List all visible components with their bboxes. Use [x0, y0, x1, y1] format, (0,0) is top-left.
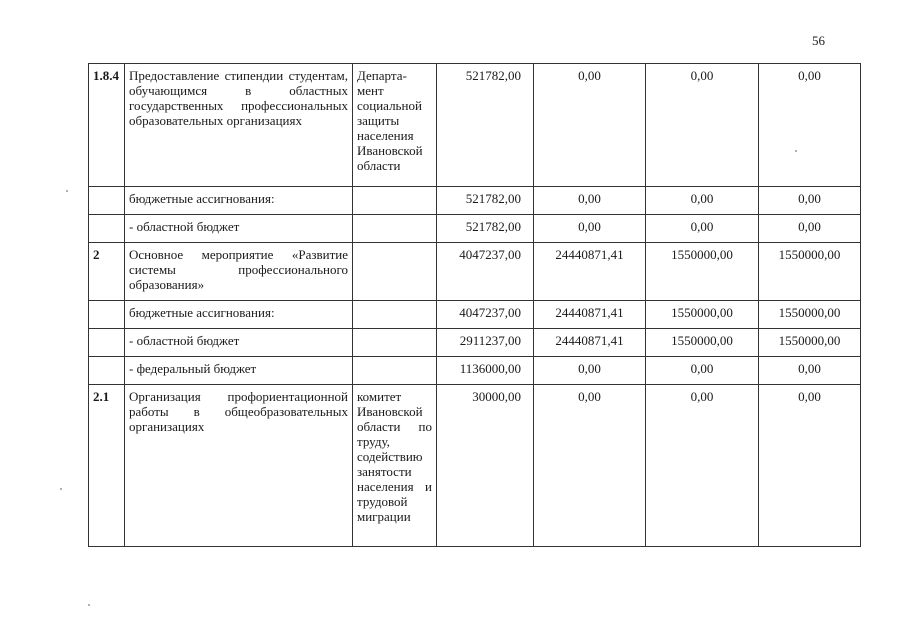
- table-row: [89, 215, 861, 243]
- value-cell: 24440871,41: [534, 243, 646, 301]
- activity-name: - областной бюджет: [125, 329, 353, 357]
- row-number: 2.1: [89, 385, 125, 547]
- value-cell: 0,00: [759, 215, 861, 243]
- value-cell: 0,00: [646, 187, 759, 215]
- responsible-department: [353, 357, 437, 385]
- activity-name: Организация профориентационной работы в общеобразовательных организациях: [125, 385, 353, 547]
- value-cell: 521782,00: [437, 64, 534, 187]
- activity-name: Основное мероприятие «Развитие системы профессионального образования»: [125, 243, 353, 301]
- row-number: [89, 357, 125, 385]
- row-number: 1.8.4: [89, 64, 125, 187]
- budget-table: [88, 63, 861, 547]
- table-row: [89, 243, 861, 301]
- page-number: 56: [812, 33, 825, 48]
- scan-speck: [795, 150, 797, 152]
- table-row: [89, 357, 861, 385]
- value-cell: 4047237,00: [437, 243, 534, 301]
- responsible-department: [353, 329, 437, 357]
- value-cell: 1550000,00: [759, 243, 861, 301]
- value-cell: 0,00: [759, 187, 861, 215]
- value-cell: 0,00: [646, 357, 759, 385]
- table-row: [89, 329, 861, 357]
- responsible-department: [353, 243, 437, 301]
- value-cell: 1550000,00: [646, 243, 759, 301]
- value-cell: 24440871,41: [534, 301, 646, 329]
- value-cell: 1550000,00: [759, 301, 861, 329]
- table-row: [89, 187, 861, 215]
- value-cell: 1550000,00: [759, 329, 861, 357]
- activity-name: - областной бюджет: [125, 215, 353, 243]
- scan-speck: [88, 604, 90, 606]
- table-row: [89, 301, 861, 329]
- responsible-department: комитет Ивановской области по труду, содействию занятости населения и трудовой миграции: [353, 385, 437, 547]
- value-cell: 1136000,00: [437, 357, 534, 385]
- value-cell: 1550000,00: [646, 301, 759, 329]
- value-cell: 0,00: [534, 215, 646, 243]
- value-cell: 0,00: [534, 385, 646, 547]
- row-number: 2: [89, 243, 125, 301]
- value-cell: 0,00: [646, 215, 759, 243]
- value-cell: 0,00: [534, 187, 646, 215]
- activity-name: бюджетные ассигнования:: [125, 301, 353, 329]
- value-cell: 4047237,00: [437, 301, 534, 329]
- activity-name: - федеральный бюджет: [125, 357, 353, 385]
- responsible-department: Департа- мент социальной защиты населения Ивановской области: [353, 64, 437, 187]
- row-number: [89, 187, 125, 215]
- scan-speck: [66, 190, 68, 192]
- row-number: [89, 301, 125, 329]
- responsible-department: [353, 187, 437, 215]
- value-cell: 521782,00: [437, 187, 534, 215]
- activity-name: Предоставление стипендии студентам, обучающимся в областных государственных профессиональных образовательных организациях: [125, 64, 353, 187]
- table-row: [89, 385, 861, 547]
- value-cell: 2911237,00: [437, 329, 534, 357]
- value-cell: 521782,00: [437, 215, 534, 243]
- responsible-department: [353, 301, 437, 329]
- value-cell: 24440871,41: [534, 329, 646, 357]
- value-cell: 0,00: [759, 385, 861, 547]
- value-cell: 0,00: [534, 64, 646, 187]
- value-cell: 0,00: [646, 64, 759, 187]
- row-number: [89, 329, 125, 357]
- activity-name: бюджетные ассигнования:: [125, 187, 353, 215]
- scan-speck: [60, 488, 62, 490]
- value-cell: 0,00: [534, 357, 646, 385]
- value-cell: 0,00: [759, 357, 861, 385]
- row-number: [89, 215, 125, 243]
- value-cell: 0,00: [759, 64, 861, 187]
- value-cell: 0,00: [646, 385, 759, 547]
- value-cell: 1550000,00: [646, 329, 759, 357]
- table-row: [89, 64, 861, 187]
- value-cell: 30000,00: [437, 385, 534, 547]
- responsible-department: [353, 215, 437, 243]
